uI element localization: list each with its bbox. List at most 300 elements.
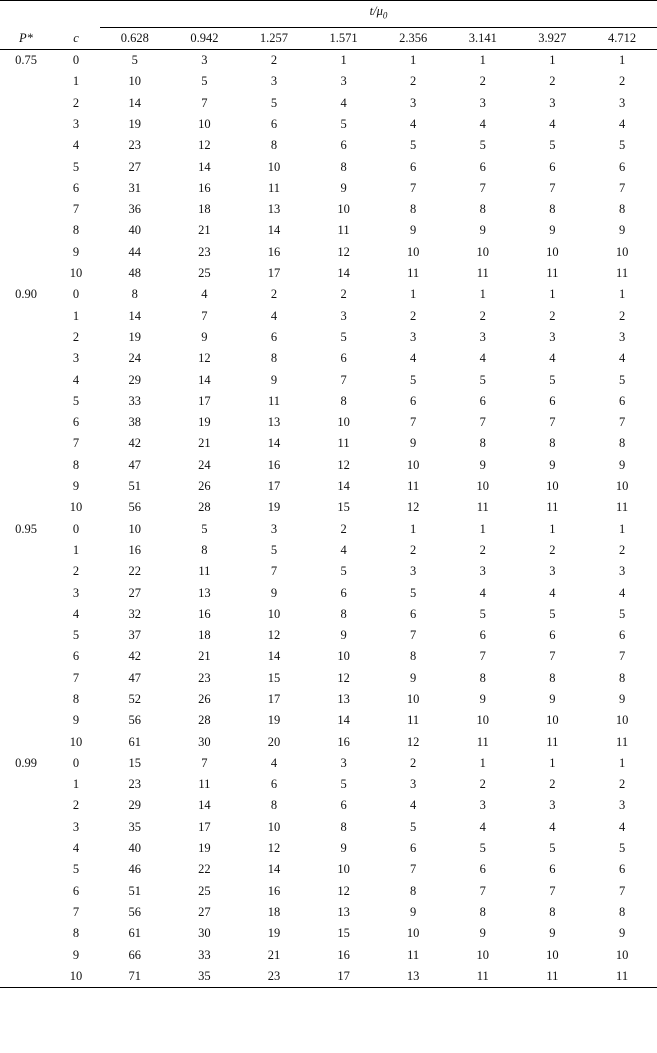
cell-value: 19	[128, 116, 142, 131]
cell-value: 14	[337, 479, 350, 494]
cell-value: 26	[198, 692, 211, 706]
cell-value: 12	[337, 670, 350, 685]
cell-value: 4	[479, 351, 486, 366]
cell-value: 30	[198, 926, 211, 941]
cell-value: 25	[198, 266, 211, 281]
cell-value: 42	[128, 436, 142, 451]
cell-value: 5	[549, 841, 556, 856]
time-over-mean-header	[100, 1, 657, 28]
cell-pstar	[0, 391, 52, 412]
cell-value: 4	[479, 819, 486, 834]
cell-value: 6	[340, 138, 347, 153]
cell-c: 1	[72, 74, 80, 89]
table-row	[0, 135, 657, 156]
table-row	[0, 114, 657, 135]
table-row	[0, 178, 657, 199]
cell-value: 14	[198, 798, 211, 813]
cell-value: 9	[410, 223, 417, 238]
cell-value: 3	[549, 329, 556, 344]
table-row	[0, 859, 657, 880]
cell-value: 6	[340, 585, 347, 600]
table-row	[0, 455, 657, 476]
cell-value: 4	[410, 798, 417, 813]
cell-value: 12	[267, 841, 281, 856]
cell-value: 12	[198, 138, 211, 153]
cell-value: 4	[618, 819, 626, 834]
cell-value: 3	[549, 564, 556, 579]
table-row	[0, 519, 657, 540]
cell-value: 3	[479, 798, 486, 813]
cell-pstar	[0, 902, 52, 923]
cell-c: 1	[72, 777, 80, 792]
cell-value: 7	[618, 883, 626, 898]
cell-value: 1	[410, 521, 417, 536]
cell-pstar	[0, 306, 52, 327]
cell-c: 1	[72, 308, 80, 323]
table-row	[0, 710, 657, 731]
cell-value: 1	[479, 755, 486, 770]
cell-value: 10	[546, 947, 559, 962]
cell-value: 3	[618, 564, 626, 579]
cell-value: 27	[128, 585, 142, 600]
cell-value: 8	[340, 393, 347, 408]
cell-value: 5	[479, 372, 486, 387]
cell-pstar	[0, 838, 52, 859]
cell-value: 27	[128, 159, 142, 174]
cell-value: 44	[128, 244, 142, 259]
cell-pstar	[0, 476, 52, 497]
cell-value: 6	[618, 862, 626, 877]
cell-value: 10	[128, 74, 142, 89]
header-column-1: 0.942	[170, 27, 240, 49]
cell-c: 6	[72, 415, 80, 430]
cell-value: 1	[410, 287, 417, 302]
header-spacer	[0, 1, 100, 28]
cell-pstar	[0, 135, 52, 156]
cell-pstar	[0, 881, 52, 902]
cell-c: 9	[72, 947, 80, 962]
cell-c: 10	[69, 734, 83, 749]
table-row	[0, 391, 657, 412]
header-column-7: 4.712	[587, 27, 657, 49]
table-row	[0, 646, 657, 667]
cell-value: 6	[549, 628, 556, 643]
cell-value: 18	[198, 628, 211, 643]
cell-value: 42	[128, 649, 142, 664]
cell-value: 5	[479, 606, 486, 621]
cell-value: 7	[479, 883, 486, 898]
cell-value: 8	[270, 351, 278, 366]
cell-pstar	[0, 540, 52, 561]
cell-value: 33	[198, 947, 211, 962]
cell-value: 6	[270, 116, 278, 131]
cell-value: 11	[267, 180, 280, 195]
cell-value: 3	[410, 95, 417, 110]
cell-c: 0	[72, 521, 80, 536]
cell-value: 11	[616, 734, 629, 749]
cell-value: 28	[198, 713, 211, 728]
table-row	[0, 93, 657, 114]
table-row	[0, 795, 657, 816]
cell-value: 2	[618, 74, 626, 89]
cell-value: 5	[549, 138, 556, 153]
cell-value: 8	[618, 202, 626, 217]
cell-value: 7	[618, 649, 626, 664]
cell-c: 4	[72, 372, 80, 387]
cell-value: 5	[340, 329, 347, 344]
cell-value: 9	[618, 926, 626, 941]
cell-c: 1	[72, 542, 80, 557]
cell-pstar: 0.75	[15, 53, 37, 68]
cell-pstar	[0, 604, 52, 625]
cell-pstar	[0, 668, 52, 689]
cell-value: 8	[549, 904, 556, 919]
cell-pstar	[0, 412, 52, 433]
cell-value: 6	[618, 393, 626, 408]
header-column-4: 2.356	[378, 27, 448, 49]
cell-value: 7	[270, 564, 278, 579]
cell-value: 7	[618, 415, 626, 430]
cell-value: 13	[337, 692, 350, 706]
cell-value: 16	[267, 883, 281, 898]
cell-value: 9	[549, 457, 556, 472]
table-row	[0, 561, 657, 582]
cell-c: 8	[72, 223, 80, 238]
cell-value: 6	[618, 159, 626, 174]
time-over-mean-label: t/μ	[369, 4, 383, 18]
cell-value: 7	[549, 180, 556, 195]
cell-value: 10	[476, 713, 490, 728]
cell-value: 4	[618, 116, 626, 131]
cell-pstar	[0, 923, 52, 944]
cell-value: 14	[337, 266, 350, 281]
cell-c: 7	[72, 904, 80, 919]
cell-value: 11	[476, 500, 489, 515]
cell-value: 8	[618, 436, 626, 451]
cell-value: 37	[128, 628, 142, 643]
cell-value: 7	[201, 308, 208, 323]
cell-value: 11	[587, 966, 657, 988]
cell-value: 7	[410, 180, 417, 195]
cell-value: 27	[198, 904, 211, 919]
cell-pstar: 0.90	[15, 287, 37, 302]
cell-value: 4	[340, 95, 347, 110]
cell-value: 1	[549, 53, 556, 68]
cell-value: 12	[267, 628, 281, 643]
cell-value: 2	[410, 74, 417, 89]
cell-value: 31	[128, 180, 142, 195]
cell-value: 5	[410, 819, 417, 834]
cell-value: 40	[128, 841, 142, 856]
cell-value: 8	[410, 883, 417, 898]
cell-value: 47	[128, 457, 142, 472]
cell-c: 5	[72, 628, 80, 643]
cell-value: 12	[406, 500, 420, 515]
table-row	[0, 476, 657, 497]
cell-value: 29	[128, 372, 142, 387]
cell-value: 8	[270, 798, 278, 813]
cell-value: 11	[267, 393, 280, 408]
cell-value: 10	[337, 202, 350, 217]
cell-value: 3	[549, 798, 556, 813]
cell-value: 4	[270, 308, 278, 323]
cell-value: 23	[239, 966, 309, 988]
cell-value: 2	[549, 777, 556, 792]
cell-value: 9	[410, 670, 417, 685]
cell-pstar	[0, 583, 52, 604]
cell-value: 12	[198, 351, 211, 366]
cell-c: 8	[72, 457, 80, 472]
cell-value: 10	[615, 244, 629, 259]
cell-value: 9	[479, 926, 486, 941]
cell-value: 7	[549, 883, 556, 898]
cell-value: 7	[410, 415, 417, 430]
cell-value: 9	[618, 692, 626, 706]
cell-value: 13	[337, 904, 350, 919]
cell-pstar	[0, 220, 52, 241]
cell-value: 2	[479, 308, 486, 323]
cell-value: 33	[128, 393, 142, 408]
cell-c: 3	[72, 351, 80, 366]
cell-pstar	[0, 157, 52, 178]
cell-value: 2	[479, 74, 486, 89]
cell-value: 7	[410, 628, 417, 643]
cell-value: 51	[128, 883, 142, 898]
cell-value: 40	[128, 223, 142, 238]
cell-value: 16	[267, 457, 281, 472]
cell-value: 9	[340, 628, 347, 643]
cell-value: 5	[410, 138, 417, 153]
cell-value: 8	[340, 606, 347, 621]
cell-value: 7	[479, 415, 486, 430]
cell-value: 11	[337, 436, 350, 451]
time-over-mean-subscript: 0	[382, 10, 388, 21]
cell-value: 9	[410, 904, 417, 919]
cell-value: 4	[549, 819, 556, 834]
cell-value: 23	[128, 777, 142, 792]
cell-value: 16	[128, 542, 142, 557]
cell-value: 13	[267, 415, 281, 430]
cell-value: 10	[615, 479, 629, 494]
cell-value: 4	[410, 116, 417, 131]
cell-pstar	[0, 93, 52, 114]
cell-pstar	[0, 497, 52, 518]
cell-value: 8	[479, 202, 486, 217]
cell-value: 66	[128, 947, 142, 962]
table-row	[0, 284, 657, 305]
cell-value: 19	[267, 926, 281, 941]
cell-value: 10	[546, 244, 559, 259]
cell-value: 2	[549, 308, 556, 323]
cell-value: 21	[198, 223, 211, 238]
cell-value: 4	[410, 351, 417, 366]
cell-value: 4	[549, 351, 556, 366]
cell-value: 17	[267, 692, 281, 706]
cell-value: 1	[479, 53, 486, 68]
cell-value: 3	[549, 95, 556, 110]
cell-value: 2	[270, 287, 278, 302]
cell-value: 19	[198, 415, 211, 430]
cell-value: 56	[128, 713, 142, 728]
cell-c: 3	[72, 116, 80, 131]
cell-value: 17	[267, 479, 281, 494]
cell-c: 4	[72, 841, 80, 856]
cell-value: 10	[337, 649, 350, 664]
cell-value: 10	[546, 713, 559, 728]
cell-value: 9	[270, 585, 278, 600]
cell-value: 6	[410, 841, 417, 856]
cell-pstar	[0, 774, 52, 795]
cell-value: 16	[267, 244, 281, 259]
cell-c: 2	[72, 798, 80, 813]
cell-value: 8	[131, 287, 138, 302]
header-c: c	[52, 27, 100, 49]
cell-pstar: 0.95	[15, 521, 37, 536]
table-row	[0, 412, 657, 433]
cell-value: 11	[476, 734, 489, 749]
cell-value: 5	[270, 542, 278, 557]
cell-value: 9	[201, 329, 208, 344]
cell-c: 10	[69, 266, 83, 281]
cell-value: 17	[198, 819, 211, 834]
cell-c: 6	[72, 883, 80, 898]
cell-value: 14	[267, 223, 281, 238]
cell-value: 11	[476, 266, 489, 281]
cell-pstar	[0, 199, 52, 220]
cell-value: 5	[270, 95, 278, 110]
cell-value: 8	[340, 159, 347, 174]
cell-value: 5	[201, 521, 208, 536]
cell-value: 9	[618, 223, 626, 238]
cell-value: 5	[618, 138, 626, 153]
cell-value: 10	[615, 947, 629, 962]
cell-pstar	[0, 71, 52, 92]
cell-value: 6	[270, 777, 278, 792]
cell-pstar	[0, 966, 52, 988]
cell-value: 10	[476, 244, 490, 259]
cell-value: 3	[618, 95, 626, 110]
table-row	[0, 966, 657, 988]
cell-value: 1	[410, 53, 417, 68]
cell-c: 7	[72, 436, 80, 451]
cell-value: 61	[128, 926, 142, 941]
cell-value: 16	[337, 734, 350, 749]
cell-value: 12	[337, 457, 350, 472]
cell-value: 38	[128, 415, 142, 430]
table-row	[0, 923, 657, 944]
cell-value: 19	[128, 329, 142, 344]
cell-value: 28	[198, 500, 211, 515]
cell-value: 14	[128, 308, 142, 323]
cell-value: 19	[267, 500, 281, 515]
cell-c: 8	[72, 692, 80, 706]
cell-value: 4	[479, 116, 486, 131]
cell-value: 9	[270, 372, 278, 387]
cell-value: 11	[546, 734, 559, 749]
cell-value: 2	[618, 308, 626, 323]
cell-value: 8	[479, 670, 486, 685]
cell-value: 35	[128, 819, 142, 834]
cell-value: 10	[476, 479, 490, 494]
table-row	[0, 945, 657, 966]
cell-value: 5	[410, 372, 417, 387]
cell-value: 11	[407, 479, 420, 494]
table-row	[0, 263, 657, 284]
cell-value: 56	[128, 500, 142, 515]
table-row	[0, 817, 657, 838]
cell-value: 10	[337, 415, 350, 430]
header-column-6: 3.927	[518, 27, 588, 49]
cell-value: 3	[340, 308, 347, 323]
cell-value: 1	[618, 287, 626, 302]
cell-value: 11	[546, 266, 559, 281]
cell-value: 7	[201, 755, 208, 770]
cell-value: 11	[407, 713, 420, 728]
cell-value: 7	[618, 180, 626, 195]
cell-value: 5	[201, 74, 208, 89]
cell-value: 4	[201, 287, 208, 302]
cell-value: 6	[410, 393, 417, 408]
cell-value: 19	[198, 841, 211, 856]
cell-pstar	[0, 795, 52, 816]
table-row	[0, 50, 657, 72]
cell-value: 36	[128, 202, 142, 217]
cell-value: 4	[340, 542, 347, 557]
cell-value: 21	[198, 649, 211, 664]
cell-value: 13	[378, 966, 448, 988]
cell-value: 7	[340, 372, 347, 387]
cell-value: 17	[309, 966, 379, 988]
cell-value: 6	[340, 351, 347, 366]
table-row	[0, 242, 657, 263]
cell-value: 6	[479, 393, 486, 408]
cell-value: 7	[479, 649, 486, 664]
cell-value: 10	[406, 244, 420, 259]
cell-value: 14	[267, 862, 281, 877]
table-row	[0, 668, 657, 689]
cell-value: 11	[448, 966, 518, 988]
cell-value: 1	[479, 521, 486, 536]
cell-value: 14	[198, 372, 211, 387]
cell-pstar	[0, 646, 52, 667]
cell-value: 11	[616, 266, 629, 281]
table-row	[0, 732, 657, 753]
cell-value: 9	[479, 457, 486, 472]
cell-value: 5	[410, 585, 417, 600]
cell-value: 6	[479, 862, 486, 877]
table-row	[0, 220, 657, 241]
cell-value: 3	[618, 798, 626, 813]
cell-value: 8	[549, 202, 556, 217]
cell-value: 2	[270, 53, 278, 68]
cell-value: 3	[410, 329, 417, 344]
cell-value: 4	[618, 351, 626, 366]
cell-value: 6	[549, 862, 556, 877]
cell-value: 7	[549, 649, 556, 664]
table-row	[0, 433, 657, 454]
table-row	[0, 71, 657, 92]
cell-c: 5	[72, 393, 80, 408]
cell-value: 3	[340, 74, 347, 89]
cell-value: 4	[618, 585, 626, 600]
cell-value: 5	[549, 606, 556, 621]
cell-value: 1	[618, 521, 626, 536]
table-row	[0, 902, 657, 923]
table-row	[0, 689, 657, 710]
cell-c: 6	[72, 649, 80, 664]
cell-c: 3	[72, 819, 80, 834]
cell-value: 2	[618, 777, 626, 792]
